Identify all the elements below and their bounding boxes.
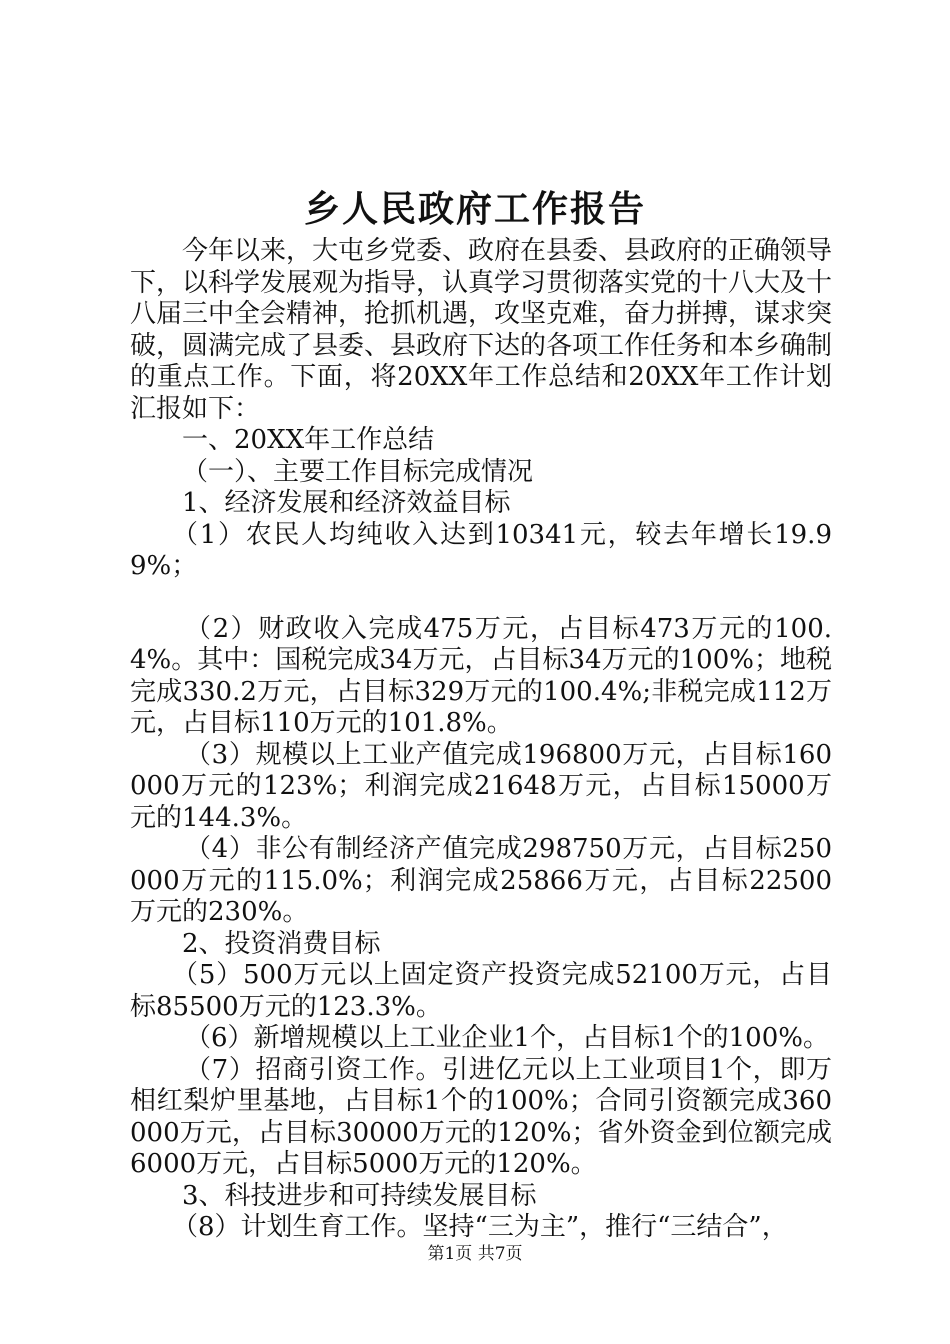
document-body bbox=[130, 236, 832, 1244]
item-paragraph-8: （8）计划生育工作。坚持“三为主”，推行“三结合”， bbox=[172, 1212, 788, 1242]
section-heading-1: 一、20XX年工作总结 bbox=[182, 425, 435, 455]
subsection-heading-1: （一）、主要工作目标完成情况 bbox=[182, 456, 534, 487]
item-paragraph-5: （5）500万元以上固定资产投资完成52100万元，占目标85500万元的123.3%。 bbox=[130, 960, 832, 1022]
item-paragraph-6: （6）新增规模以上工业企业1个，占目标1个的100%。 bbox=[185, 1023, 829, 1053]
item-heading-3: 3、科技进步和可持续发展目标 bbox=[182, 1180, 537, 1211]
item-paragraph-4: （4）非公有制经济产值完成298750万元，占目标250000万元的115.0%；利润完成25866万元，占目标22500万元的230%。 bbox=[130, 834, 832, 927]
item-paragraph-1: （1）农民人均纯收入达到10341元，较去年增长19.99%； bbox=[130, 519, 832, 581]
intro-paragraph: 今年以来，大屯乡党委、政府在县委、县政府的正确领导下，以科学发展观为指导，认真学习贯彻落实党的十八大及十八届三中全会精神，抢抓机遇，攻坚克难，奋力拼搏，谋求突破，圆满完成了县委、县政府下达的各项工作任务和本乡确制的重点工作。下面，将20XX年工作总结和20XX年工作计划汇报如下： bbox=[130, 236, 833, 424]
item-heading-2: 2、投资消费目标 bbox=[182, 928, 381, 959]
document-title: 乡人民政府工作报告 bbox=[303, 188, 646, 230]
blank-line bbox=[130, 583, 832, 614]
page-number-footer: 第1页 共7页 bbox=[427, 1244, 523, 1264]
item-heading-1: 1、经济发展和经济效益目标 bbox=[182, 488, 511, 518]
item-paragraph-3: （3）规模以上工业产值完成196800万元，占目标160000万元的123%；利润完成21648万元，占目标15000万元的144.3%。 bbox=[130, 739, 832, 833]
item-paragraph-2: （2）财政收入完成475万元，占目标473万元的100.4%。其中：国税完成34万元，占目标34万元的100%；地税完成330.2万元，占目标329万元的100.4%;非税完成112万元，占目标110万元的101.8%。 bbox=[130, 613, 832, 738]
item-paragraph-7: （7）招商引资工作。引进亿元以上工业项目1个，即万相红梨炉里基地，占目标1个的100%；合同引资额完成360000万元，占目标30000万元的120%；省外资金到位额完成6000万元，占目标5000万元的120%。 bbox=[130, 1054, 832, 1179]
